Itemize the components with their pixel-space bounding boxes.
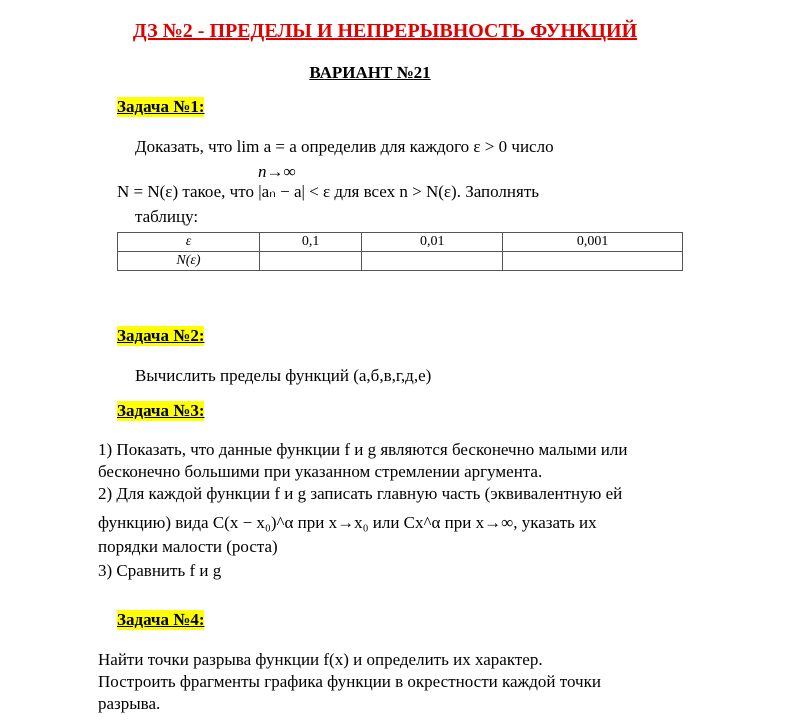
task3-line: 3) Сравнить f и g (98, 561, 222, 580)
task3-line: порядки малости (роста) (98, 537, 278, 556)
task1-limit-subscript: n→∞ (258, 162, 296, 181)
task2-text: Вычислить пределы функций (а,б,в,г,д,е) (135, 366, 432, 385)
task3-heading: Задача №3: (117, 401, 205, 420)
table-cell (503, 252, 683, 271)
task2-heading: Задача №2: (117, 326, 205, 345)
task3-line: бесконечно большими при указанном стремлении аргумента. (98, 462, 543, 481)
epsilon-table (117, 232, 683, 271)
table-cell: 0,001 (503, 233, 683, 252)
table-cell (362, 252, 503, 271)
table-cell: N(ε) (118, 252, 260, 271)
table-cell (260, 252, 362, 271)
task4-line: разрыва. (98, 694, 161, 713)
table-cell: 0,1 (260, 233, 362, 252)
task4-heading: Задача №4: (117, 610, 205, 629)
table-cell: ε (118, 233, 260, 252)
task1-line1: Доказать, что lim a = a определив для каждого ε > 0 число (135, 137, 554, 156)
task3-line: 1) Показать, что данные функции f и g являются бесконечно малыми или (98, 440, 628, 459)
task1-line3: таблицу: (135, 207, 199, 226)
task1-heading: Задача №1: (117, 97, 205, 116)
task4-line: Построить фрагменты графика функции в окрестности каждой точки (98, 672, 601, 691)
task3-line: функцию) вида C(x − x₀)^α при x→x₀ или Cx^α при x→∞, указать их (98, 513, 597, 532)
task1-line2: N = N(ε) такое, что |aₙ − a| < ε для всех n > N(ε). Заполнять (117, 182, 539, 201)
task3-line: 2) Для каждой функции f и g записать главную часть (эквивалентную ей (98, 484, 623, 503)
variant-heading: ВАРИАНТ №21 (309, 63, 431, 82)
table-row (118, 252, 683, 271)
table-row (118, 233, 683, 252)
task4-line: Найти точки разрыва функции f(x) и определить их характер. (98, 650, 543, 669)
document-title: ДЗ №2 - ПРЕДЕЛЫ И НЕПРЕРЫВНОСТЬ ФУНКЦИЙ (132, 20, 638, 42)
table-cell: 0,01 (362, 233, 503, 252)
